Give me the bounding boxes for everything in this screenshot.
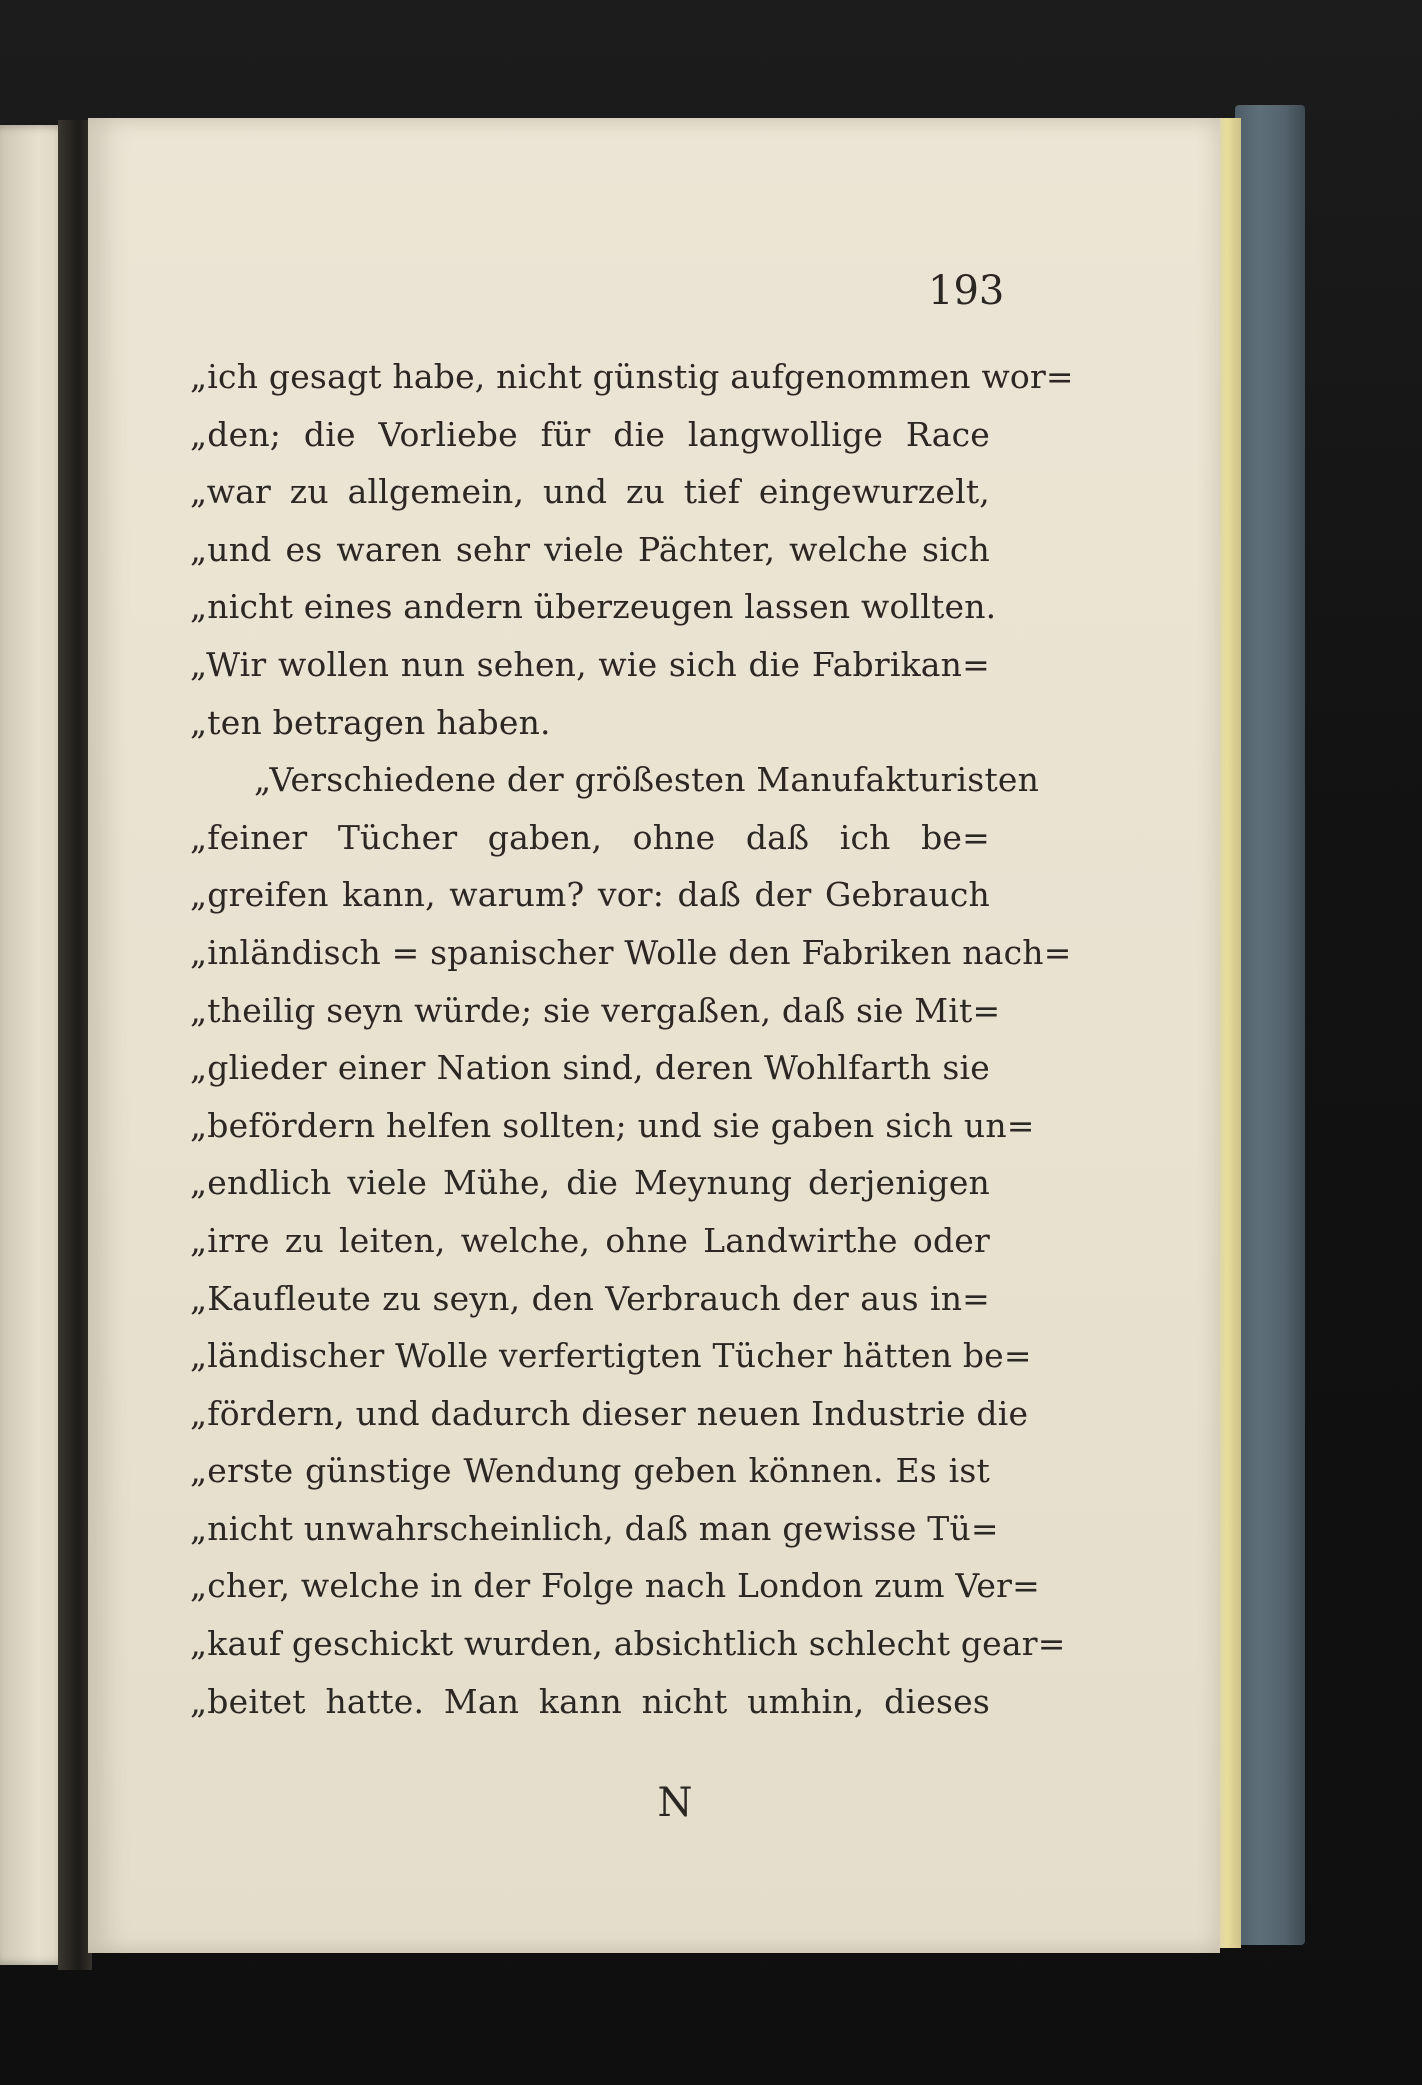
signature-mark: N [657,1780,693,1826]
text-line: „fördern, und dadurch dieser neuen Industrie die [190,1393,1029,1433]
text-line: „greifen kann, warum? vor: daß der Gebrauch [190,875,990,915]
text-line: „ländischer Wolle verfertigten Tücher hätten be= [190,1336,1032,1376]
text-line: „befördern helfen sollten; und sie gaben sich un= [190,1105,1035,1145]
paragraph-first-line: „Verschiedene der größesten Manufakturisten [254,760,1040,800]
text-line: „glieder einer Nation sind, deren Wohlfarth sie [190,1048,990,1088]
text-line: „theilig seyn würde; sie vergaßen, daß sie Mit= [190,990,1001,1030]
text-line: „beitet hatte. Man kann nicht umhin, dieses [190,1681,990,1721]
text-line: „und es waren sehr viele Pächter, welche sich [190,529,990,569]
text-line: „irre zu leiten, welche, ohne Landwirthe oder [190,1220,990,1260]
text-line: „nicht unwahrscheinlich, daß man gewisse Tü= [190,1508,999,1548]
text-line: „cher, welche in der Folge nach London zum Ver= [190,1566,1040,1606]
text-line: „Kaufleute zu seyn, den Verbrauch der aus in= [190,1278,990,1318]
text-line: „inländisch = spanischer Wolle den Fabriken nach= [190,932,1072,972]
text-line: „feiner Tücher gaben, ohne daß ich be= [190,817,990,857]
book-cover-board [1235,105,1305,1945]
text-line: „kauf geschickt wurden, absichtlich schlecht gear= [190,1624,1066,1664]
text-line: „nicht eines andern überzeugen lassen wollten. [190,587,997,627]
body-text [190,348,1074,1730]
text-line: „endlich viele Mühe, die Meynung derjenigen [190,1163,990,1203]
text-line: „Wir wollen nun sehen, wie sich die Fabrikan= [190,644,990,684]
page-number: 193 [928,268,1005,314]
book-gutter [58,120,92,1970]
text-line: „den; die Vorliebe für die langwollige Race [190,414,990,454]
text-line: „ich gesagt habe, nicht günstig aufgenommen wor= [190,357,1074,396]
text-line: „war zu allgemein, und zu tief eingewurzelt, [190,472,990,512]
text-line: „erste günstige Wendung geben können. Es ist [190,1451,990,1491]
text-line: „ten betragen haben. [190,702,551,742]
